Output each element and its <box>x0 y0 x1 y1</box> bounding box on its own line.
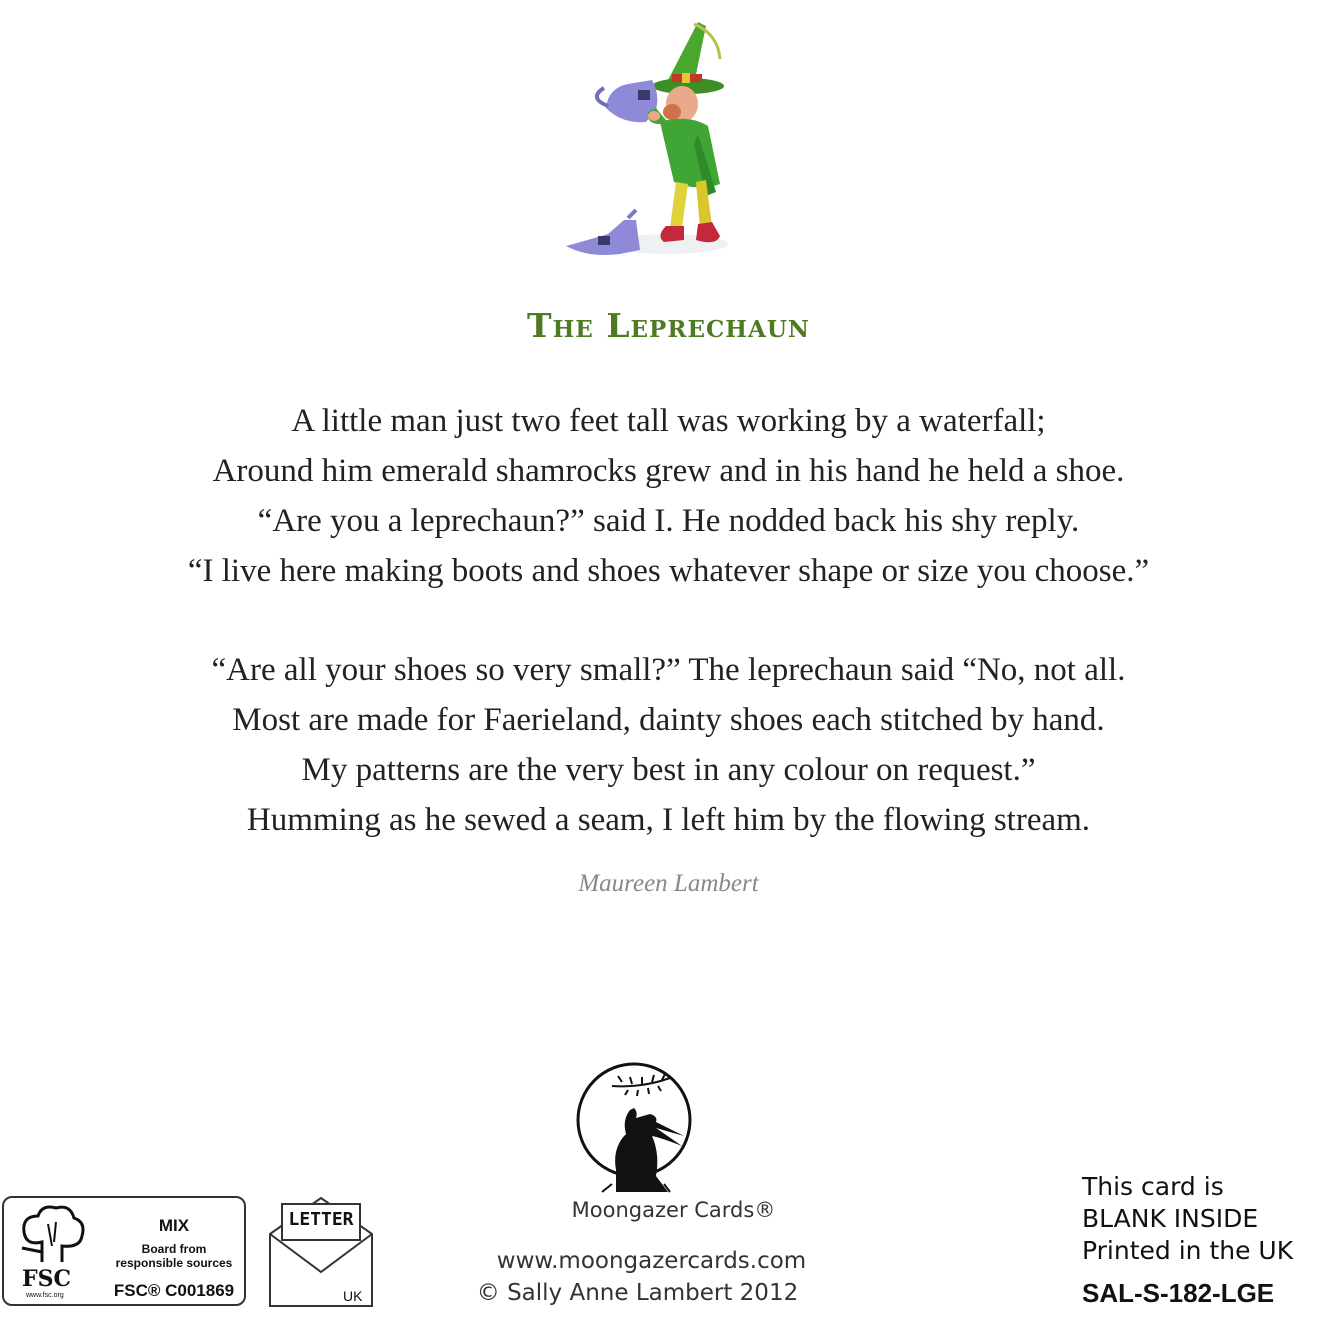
poem-line: Humming as he sewed a seam, I left him by the flowing stream. <box>246 802 1091 838</box>
fsc-tree-icon <box>12 1202 90 1268</box>
poem-line: Around him emerald shamrocks grew and in his hand he held a shoe. <box>212 453 1125 489</box>
moongazer-hare-moon-logo <box>572 1058 692 1198</box>
poem-line: Most are made for Faerieland, dainty shoes each stitched by hand. <box>232 702 1105 738</box>
fsc-url: www.fsc.org <box>26 1292 64 1299</box>
website-link[interactable]: www.moongazercards.com <box>496 1248 807 1274</box>
fsc-board-line: Board from <box>141 1242 207 1256</box>
brand-name: Moongazer Cards® <box>571 1198 776 1222</box>
fsc-license-code: FSC® C001869 <box>113 1281 235 1300</box>
card-title: The Leprechaun <box>527 306 810 345</box>
poem-stanza-1 <box>0 396 1337 596</box>
letter-region-label: UK <box>343 1288 363 1304</box>
poem-line: “Are all your shoes so very small?” The leprechaun said “No, not all. <box>211 652 1126 688</box>
info-printed-in: Printed in the UK <box>1082 1236 1294 1265</box>
fsc-letters: FSC <box>22 1266 72 1292</box>
fsc-mix-label: MIX <box>158 1216 190 1235</box>
product-sku: SAL-S-182-LGE <box>1082 1278 1275 1308</box>
fsc-certification-box <box>2 1196 246 1306</box>
poem-stanza-2 <box>0 645 1337 845</box>
leprechaun-illustration <box>548 14 758 264</box>
fsc-board-label <box>100 1242 248 1270</box>
info-line: This card is <box>1082 1172 1224 1201</box>
copyright-notice: © Sally Anne Lambert 2012 <box>476 1280 799 1306</box>
letter-size-label: LETTER <box>288 1209 354 1230</box>
poem-author: Maureen Lambert <box>578 870 759 897</box>
poem-line: My patterns are the very best in any colour on request.” <box>301 752 1036 788</box>
info-blank-inside: BLANK INSIDE <box>1082 1204 1259 1233</box>
poem-line: A little man just two feet tall was working by a waterfall; <box>291 403 1046 439</box>
poem-line: “I live here making boots and shoes whatever shape or size you choose.” <box>187 553 1150 589</box>
fsc-board-line: responsible sources <box>115 1256 233 1270</box>
poem-line: “Are you a leprechaun?” said I. He nodded back his shy reply. <box>257 503 1080 539</box>
